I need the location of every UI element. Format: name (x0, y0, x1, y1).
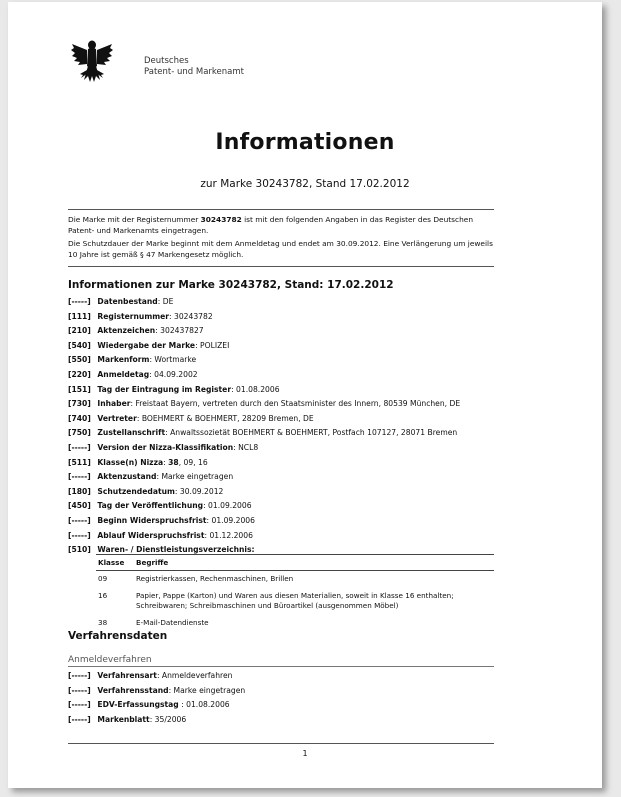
field-value: : 01.09.2006 (203, 501, 252, 511)
field-value-bold: 38 (168, 457, 179, 467)
field-code: [-----] (68, 442, 91, 452)
field-value: : NCL8 (233, 442, 259, 452)
table-cell-begriffe: Papier, Pappe (Karton) und Waren aus diesen Materialien, soweit in Klasse 16 enthalten; Schreibwaren; Schreibmaschinen und Büroartikel (ausgenommen Möbel) (136, 591, 454, 610)
field-label: EDV-Erfassungstag (97, 700, 179, 710)
agency-line-1: Deutsches (144, 56, 189, 66)
field-value: : 35/2006 (149, 714, 187, 724)
field-label: Registernummer (97, 311, 170, 321)
footer-divider (68, 743, 494, 744)
field-label: Verfahrensart (97, 671, 157, 680)
field-row (68, 295, 508, 310)
field-code: [511] (68, 457, 91, 467)
field-row (68, 368, 508, 383)
document-page (8, 2, 602, 788)
field-code: [510] (68, 545, 91, 555)
field-code: [730] (68, 399, 91, 409)
table-cell-klasse: 09 (98, 574, 108, 583)
table-row (96, 588, 494, 615)
field-label: Verfahrensstand (97, 685, 169, 695)
field-value: : 302437827 (155, 326, 204, 336)
field-row (68, 426, 508, 441)
field-value: : 30.09.2012 (174, 486, 224, 496)
table-cell-klasse: 38 (98, 618, 108, 627)
intro-register-number: 30243782 (200, 215, 242, 224)
field-value: : 01.08.2006 (178, 700, 230, 710)
field-code: [220] (68, 369, 91, 379)
page-number: 1 (302, 749, 308, 758)
field-row (68, 499, 508, 514)
field-label: Klasse(n) Nizza (97, 457, 164, 467)
field-label: Wiedergabe der Marke (97, 340, 196, 350)
agency-line-2: Patent- und Markenamt (144, 67, 244, 77)
intro-p1-post: ist mit den folgenden Angaben in das Register des Deutschen Patent- und Markenamts eingetragen. (68, 215, 474, 235)
field-value: : Freistaat Bayern, vertreten durch den Staatsminister des Innern, 80539 München, DE (130, 399, 461, 409)
field-label: Tag der Veröffentlichung (97, 501, 204, 511)
table-cell-klasse: 16 (98, 591, 108, 600)
field-label: Waren- / Dienstleistungsverzeichnis: (97, 545, 255, 555)
goods-services-table (96, 554, 494, 632)
field-row (68, 485, 508, 500)
field-row (68, 441, 508, 456)
column-header-klasse: Klasse (96, 555, 134, 571)
agency-name (144, 56, 244, 78)
field-row (68, 310, 508, 325)
field-row (68, 669, 508, 684)
divider (68, 266, 494, 267)
verfahren-heading: Verfahrensdaten (68, 630, 168, 642)
field-row (68, 324, 508, 339)
field-label: Markenform (97, 355, 150, 365)
field-value: : Anmeldeverfahren (156, 671, 233, 680)
federal-eagle-logo (70, 36, 114, 86)
table-cell-begriffe: E-Mail-Datendienste (136, 618, 209, 627)
field-label: Zustellanschrift (97, 428, 166, 438)
field-code: [-----] (68, 714, 91, 724)
section-heading: Informationen zur Marke 30243782, Stand: 17.02.2012 (68, 279, 394, 291)
intro-text (68, 215, 494, 263)
field-code: [151] (68, 384, 91, 394)
field-value: : 01.09.2006 (206, 515, 255, 525)
field-code: [450] (68, 501, 91, 511)
field-value: : Anwaltssozietät BOEHMERT & BOEHMERT, Postfach 107127, 28071 Bremen (165, 428, 458, 438)
field-row (68, 383, 508, 398)
field-label: Aktenzustand (97, 472, 157, 482)
field-row (68, 339, 508, 354)
field-label: Version der Nizza-Klassifikation (97, 442, 234, 452)
field-label: Vertreter (97, 413, 137, 423)
field-code: [-----] (68, 685, 91, 695)
field-code: [-----] (68, 472, 91, 482)
field-label: Inhaber (97, 399, 131, 409)
field-code: [-----] (68, 530, 91, 540)
field-code: [540] (68, 340, 91, 350)
field-separator: : (163, 457, 169, 467)
field-row (68, 529, 508, 544)
verfahren-subheading: Anmeldeverfahren (68, 655, 494, 667)
field-label: Anmeldetag (97, 369, 150, 379)
field-value: : Marke eingetragen (156, 472, 234, 482)
field-code: [-----] (68, 700, 91, 710)
intro-paragraph-1 (68, 215, 494, 236)
field-row (68, 353, 508, 368)
field-code: [210] (68, 326, 91, 336)
field-code: [750] (68, 428, 91, 438)
field-value: , 09, 16 (178, 457, 208, 467)
field-row (68, 456, 508, 471)
field-label: Datenbestand (97, 297, 158, 306)
table-cell-begriffe: Registrierkassen, Rechenmaschinen, Brillen (136, 574, 294, 583)
field-code: [-----] (68, 671, 91, 680)
field-row (68, 470, 508, 485)
intro-p1-pre: Die Marke mit der Registernummer (68, 215, 201, 224)
field-value: : POLIZEI (195, 340, 230, 350)
field-code: [740] (68, 413, 91, 423)
table-row (96, 571, 494, 589)
field-label: Beginn Widerspruchsfrist (97, 515, 207, 525)
field-code: [-----] (68, 515, 91, 525)
field-code: [111] (68, 311, 91, 321)
field-row (68, 397, 508, 412)
field-label: Ablauf Widerspruchsfrist (97, 530, 205, 540)
field-value: : DE (157, 297, 174, 306)
field-value: : Wortmarke (149, 355, 197, 365)
field-row (68, 698, 508, 713)
field-list (68, 295, 508, 558)
table-header-row (96, 555, 494, 571)
field-label: Tag der Eintragung im Register (97, 384, 232, 394)
column-header-begriffe: Begriffe (134, 555, 494, 571)
page-subtitle: zur Marke 30243782, Stand 17.02.2012 (200, 178, 410, 190)
divider (68, 209, 494, 210)
field-row (68, 713, 508, 728)
field-label: Aktenzeichen (97, 326, 156, 336)
field-code: [180] (68, 486, 91, 496)
field-value: : 30243782 (169, 311, 213, 321)
field-row (68, 514, 508, 529)
field-value: : Marke eingetragen (168, 685, 246, 695)
verfahren-field-list (68, 669, 508, 727)
field-label: Markenblatt (97, 714, 150, 724)
field-value: : 01.12.2006 (204, 530, 253, 540)
page-title: Informationen (215, 130, 395, 155)
field-code: [550] (68, 355, 91, 365)
field-code: [-----] (68, 297, 91, 306)
field-row (68, 412, 508, 427)
field-value: : 01.08.2006 (231, 384, 280, 394)
field-label: Schutzendedatum (97, 486, 175, 496)
intro-paragraph-2: Die Schutzdauer der Marke beginnt mit dem Anmeldetag und endet am 30.09.2012. Eine Verlängerung um jeweils 10 Jahre ist gemäß § 47 Markengesetz möglich. (68, 239, 493, 259)
field-value: : BOEHMERT & BOEHMERT, 28209 Bremen, DE (136, 413, 314, 423)
field-row (68, 684, 508, 699)
field-value: : 04.09.2002 (149, 369, 198, 379)
